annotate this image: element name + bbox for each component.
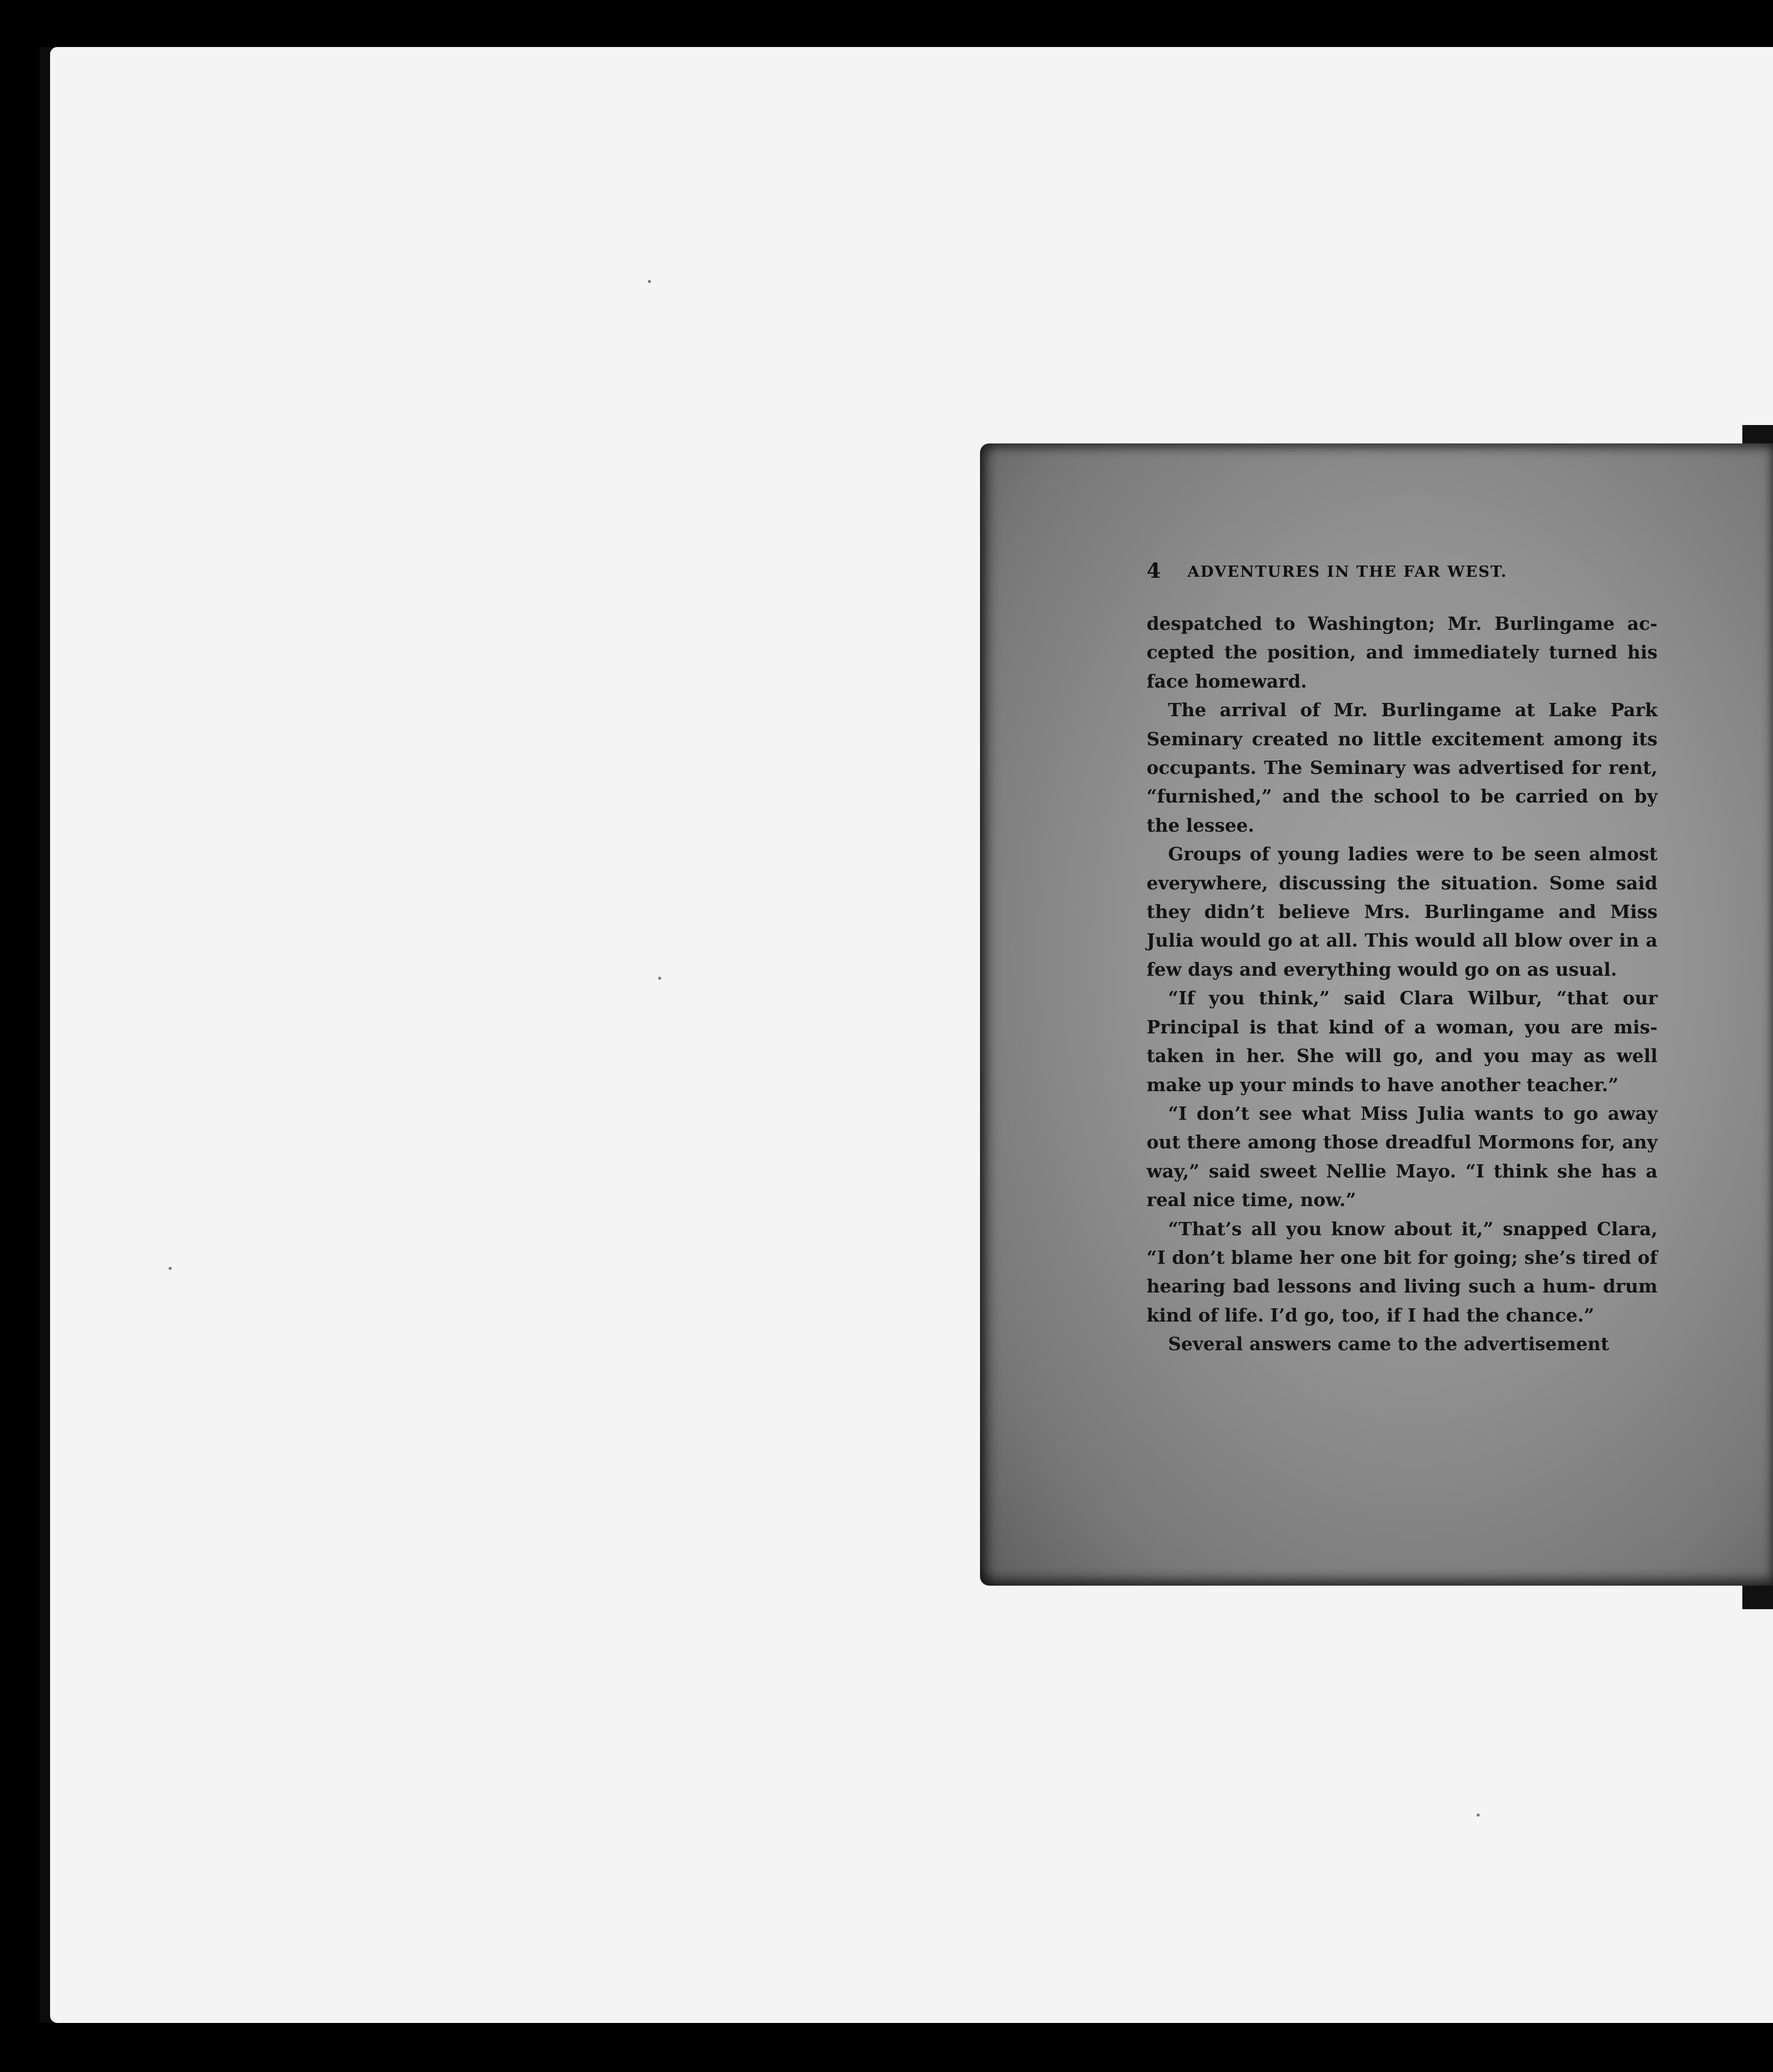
paragraph: Several answers came to the advertisement (1168, 1334, 1609, 1355)
film-edge (40, 47, 51, 2023)
paragraph: “I don’t see what Miss Julia wants to go away out there among those dreadful Mormons for, any way,” said sweet Nellie Mayo. “I think she has a real nice time, now.” (1147, 1103, 1658, 1211)
running-head: ADVENTURES IN THE FAR WEST. (1187, 563, 1507, 581)
page-content (1147, 559, 1658, 1359)
book-page (980, 443, 1773, 1586)
body-text (1147, 610, 1658, 1359)
page-header (1147, 559, 1658, 590)
page-number: 4 (1147, 559, 1161, 583)
paragraph: Groups of young ladies were to be seen almost everywhere, discussing the situation. Some said they didn’t believe Mrs. Burlingame and Miss Julia would go at all. This would all blow over in a few days and everything would go on as usual. (1147, 844, 1658, 980)
paragraph: The arrival of Mr. Burlingame at Lake Park Seminary created no little excitement among its occupants. The Seminary was advertised for rent, “furnished,” and the school to be carried on by the lessee. (1147, 700, 1658, 836)
dust-speck (169, 1267, 172, 1270)
paragraph: despatched to Washington; Mr. Burlingame ac- cepted the position, and immediately turned his face homeward. (1147, 614, 1658, 692)
dust-speck (648, 280, 651, 283)
dust-speck (1477, 1814, 1480, 1817)
dust-speck (658, 977, 661, 980)
paragraph: “That’s all you know about it,” snapped Clara, “I don’t blame her one bit for going; she’s tired of hearing bad lessons and living such a hum- drum kind of life. I’d go, too, if I had the chance.” (1147, 1218, 1658, 1326)
paragraph: “If you think,” said Clara Wilbur, “that our Principal is that kind of a woman, you are mis- taken in her. She will go, and you may as well make up your minds to have another teacher.” (1147, 988, 1658, 1096)
